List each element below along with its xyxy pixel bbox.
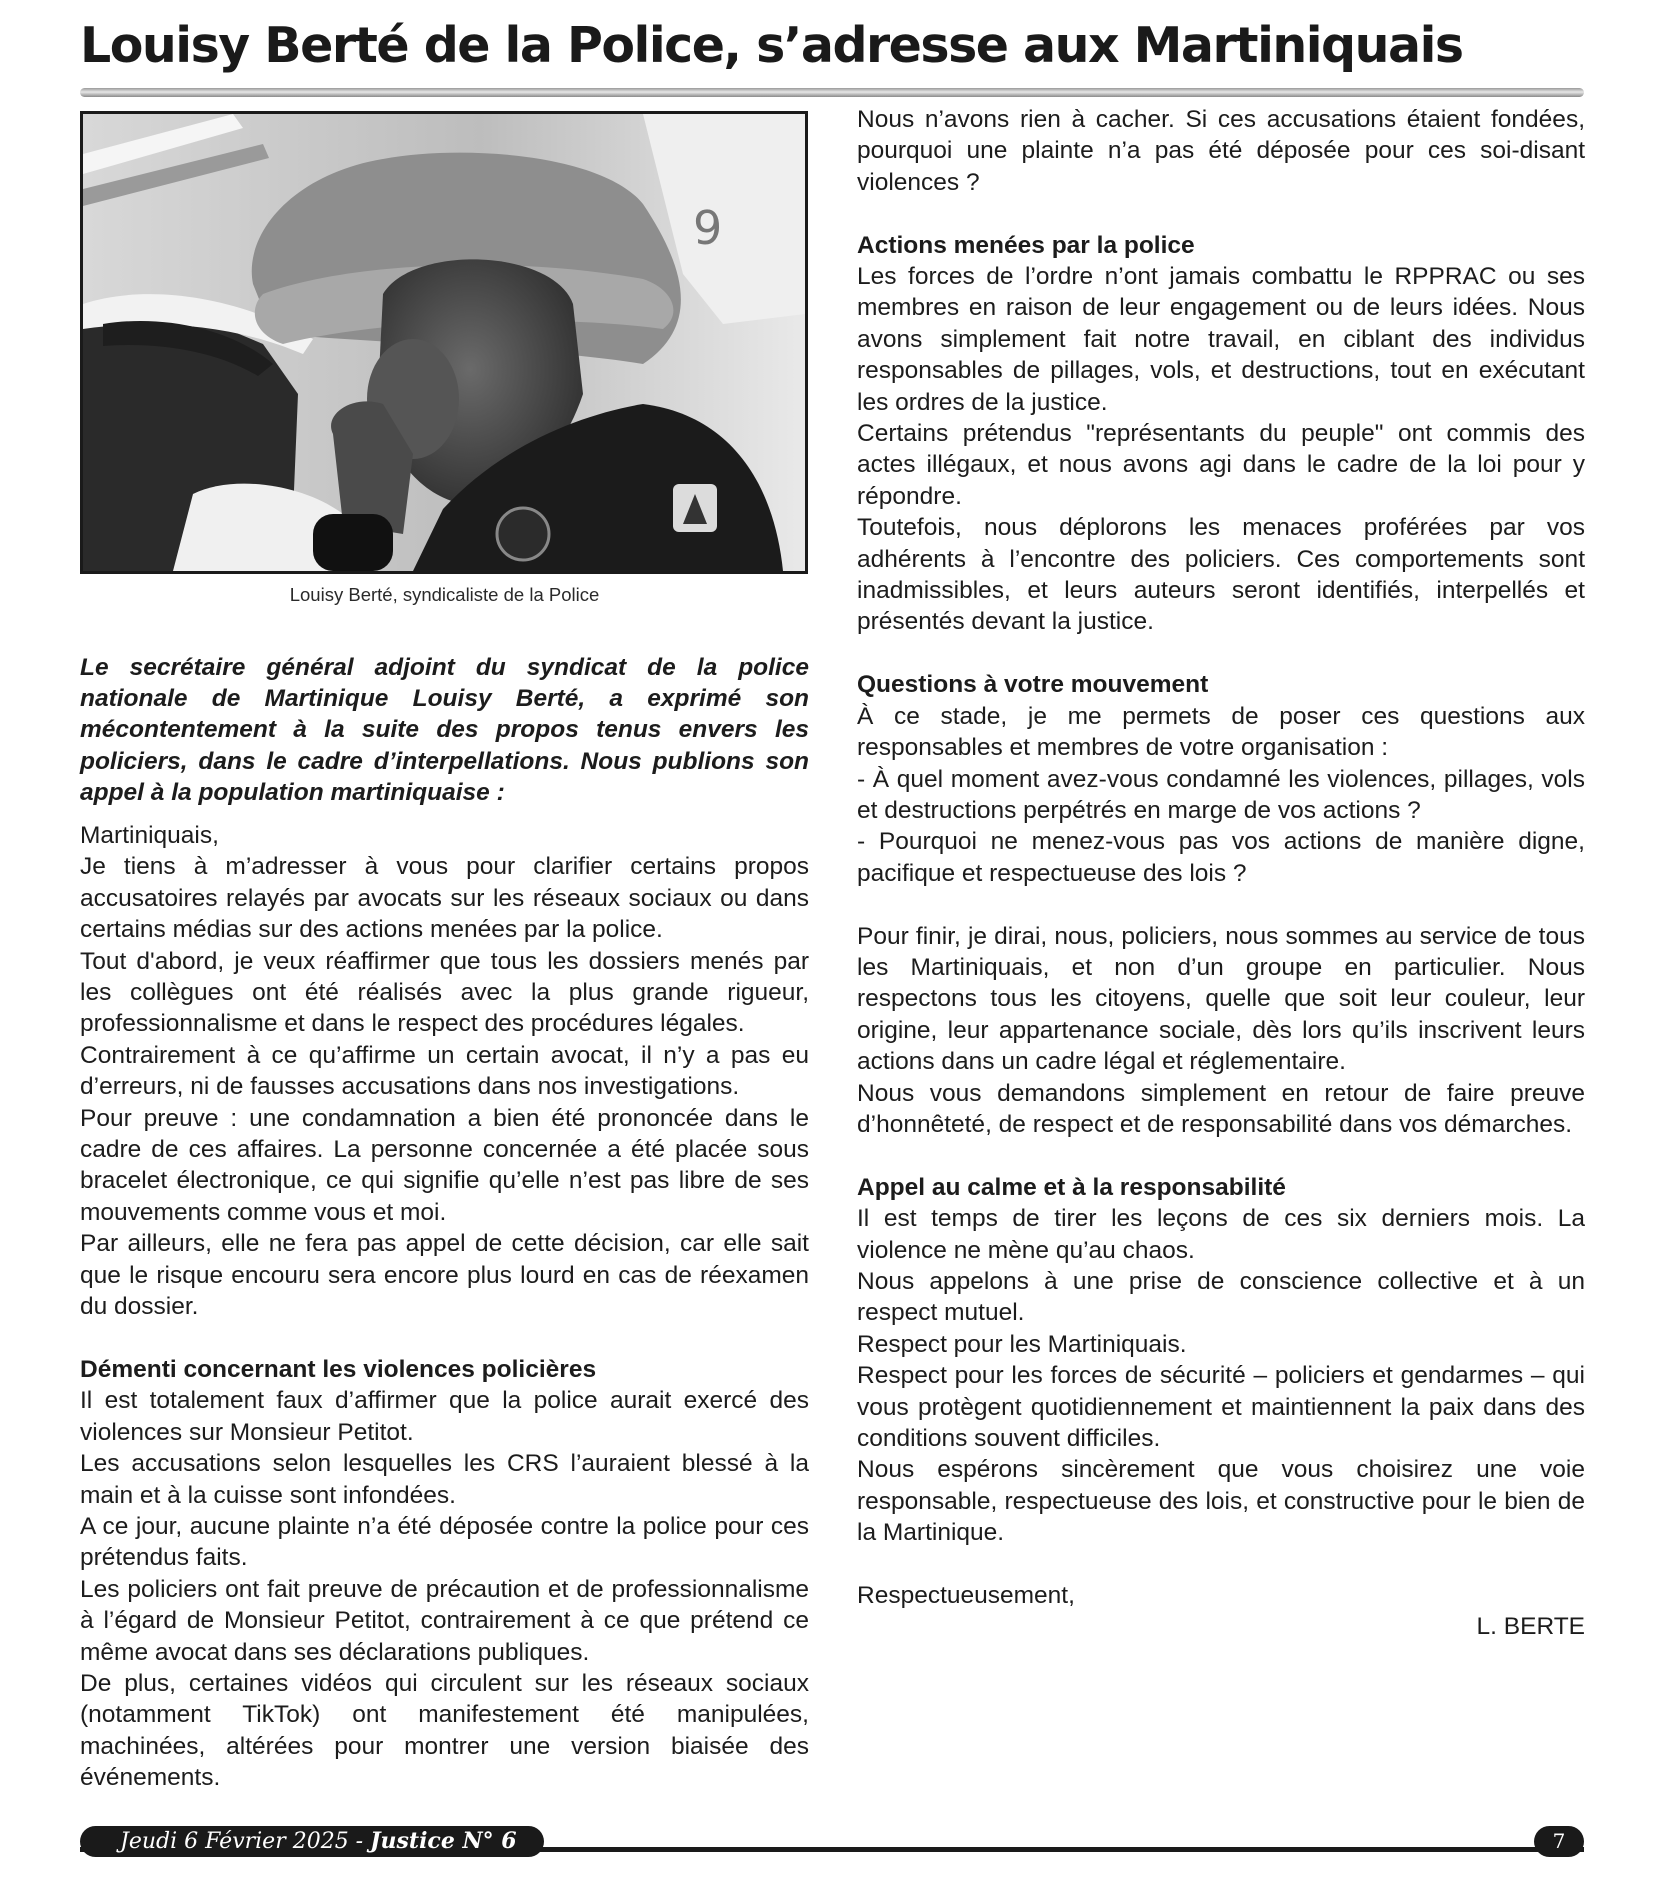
paragraph: Il est temps de tirer les leçons de ces six derniers mois. La violence ne mène qu’au chaos. xyxy=(857,1205,1585,1264)
paragraph: Les policiers ont fait preuve de précaution et de professionnalisme à l’égard de Monsieur Petitot, contrairement à ce que prétend ce même avocat dans ses déclarations publiques. xyxy=(80,1575,809,1666)
footer-publication: Justice N° 6 xyxy=(370,1828,517,1854)
intro-paragraph: Le secrétaire général adjoint du syndicat de la police nationale de Martinique Louisy Berté, a exprimé son mécontentement à la suite des propos tenus envers les policiers, dans le cadre d’interpellations. Nous publions son appel à la population martiniquaise : xyxy=(80,653,809,807)
greeting: Martiniquais, xyxy=(80,822,219,849)
paragraph: Pour preuve : une condamnation a bien été prononcée dans le cadre de ces affaires. La personne concernée a été placée sous bracelet électronique, ce qui signifie qu’elle n’est pas libre de ses mouvements comme vous et moi. xyxy=(80,1104,809,1226)
article-intro xyxy=(80,627,809,833)
photo-illustration xyxy=(83,114,805,571)
paragraph: Nous n’avons rien à cacher. Si ces accusations étaient fondées, pourquoi une plainte n’a pas été déposée pour ces soi-disant violences ? xyxy=(857,106,1585,196)
paragraph: Nous vous demandons simplement en retour de faire preuve d’honnêteté, de respect et de responsabilité dans vos démarches. xyxy=(857,1079,1585,1138)
question-item: - Pourquoi ne menez-vous pas vos actions de manière digne, pacifique et respectueuse des lois ? xyxy=(857,828,1585,887)
paragraph: Contrairement à ce qu’affirme un certain avocat, il n’y a pas eu d’erreurs, ni de fausses accusations dans nos investigations. xyxy=(80,1041,809,1101)
section-heading: Actions menées par la police xyxy=(857,231,1195,259)
page-title: Louisy Berté de la Police, s’adresse aux Martiniquais xyxy=(80,17,1463,74)
paragraph: Il est totalement faux d’affirmer que la police aurait exercé des violences sur Monsieur Petitot. xyxy=(80,1387,809,1446)
paragraph: Respect pour les Martiniquais. xyxy=(857,1330,1187,1358)
paragraph: Je tiens à m’adresser à vous pour clarifier certains propos accusatoires relayés par avocats sur les réseaux sociaux ou dans certains médias sur des actions menées par la police. xyxy=(80,853,809,944)
paragraph: Les forces de l’ordre n’ont jamais combattu le RPPRAC ou ses membres en raison de leur engagement ou de leurs idées. Nous avons simplement fait notre travail, en ciblant des individus responsables de pillages, vols, et destructions, tout en exécutant les ordres de la justice. xyxy=(857,263,1585,416)
signature: L. BERTE xyxy=(1476,1613,1585,1641)
section-heading: Questions à votre mouvement xyxy=(857,671,1209,699)
title-rule xyxy=(80,88,1584,97)
section-heading: Démenti concernant les violences policières xyxy=(80,1355,597,1383)
paragraph: Nous appelons à une prise de conscience collective et à un respect mutuel. xyxy=(857,1267,1585,1327)
paragraph: Par ailleurs, elle ne fera pas appel de cette décision, car elle sait que le risque encouru sera encore plus lourd en cas de réexamen du dossier. xyxy=(80,1230,809,1321)
section-heading: Appel au calme et à la responsabilité xyxy=(857,1173,1286,1201)
paragraph: Respect pour les forces de sécurité – policiers et gendarmes – qui vous protègent quotidiennement et maintiennent la paix dans des conditions souvent difficiles. xyxy=(857,1362,1585,1452)
paragraph: Pour finir, je dirai, nous, policiers, nous sommes au service de tous les Martiniquais, et non d’un groupe en particulier. Nous respectons tous les citoyens, quelle que soit leur couleur, leur origine, leur appartenance sociale, dès lors qu’ils inscrivent leurs actions dans un cadre légal et réglementaire. xyxy=(857,922,1585,1076)
page-footer xyxy=(80,1826,1584,1857)
right-column xyxy=(857,104,1585,1643)
footer-date: Jeudi 6 Février 2025 - xyxy=(120,1829,371,1854)
paragraph: Tout d'abord, je veux réaffirmer que tous les dossiers menés par les collègues ont été réalisés avec la plus grande rigueur, professionnalisme et dans le respect des procédures légales. xyxy=(80,947,809,1038)
photo-caption: Louisy Berté, syndicaliste de la Police xyxy=(289,584,600,605)
page-number: 7 xyxy=(1534,1826,1584,1857)
paragraph: Certains prétendus "représentants du peuple" ont commis des actes illégaux, et nous avons agi dans le cadre de la loi pour y répondre. xyxy=(857,420,1585,510)
closing: Respectueusement, xyxy=(857,1582,1075,1610)
footer-issue-label xyxy=(80,1826,544,1857)
paragraph: Les accusations selon lesquelles les CRS l’auraient blessé à la main et à la cuisse sont infondées. xyxy=(80,1450,809,1509)
left-column xyxy=(80,820,809,1794)
article-photo xyxy=(80,111,808,574)
paragraph: À ce stade, je me permets de poser ces questions aux responsables et membres de votre organisation : xyxy=(857,702,1585,762)
paragraph: De plus, certaines vidéos qui circulent sur les réseaux sociaux (notamment TikTok) ont manifestement été manipulées, machinées, altérées pour montrer une version biaisée des événements. xyxy=(80,1669,809,1792)
question-item: - À quel moment avez-vous condamné les violences, pillages, vols et destructions perpétrés en marge de vos actions ? xyxy=(857,765,1585,824)
paragraph: Nous espérons sincèrement que vous choisirez une voie responsable, respectueuse des lois, et constructive pour le bien de la Martinique. xyxy=(857,1456,1585,1547)
paragraph: Toutefois, nous déplorons les menaces proférées par vos adhérents à l’encontre des policiers. Ces comportements sont inadmissibles, et leurs auteurs seront identifiés, interpellés et présentés devant la justice. xyxy=(857,514,1585,636)
paragraph: A ce jour, aucune plainte n’a été déposée contre la police pour ces prétendus faits. xyxy=(80,1512,809,1572)
background-sign-text: 9 xyxy=(693,201,723,255)
